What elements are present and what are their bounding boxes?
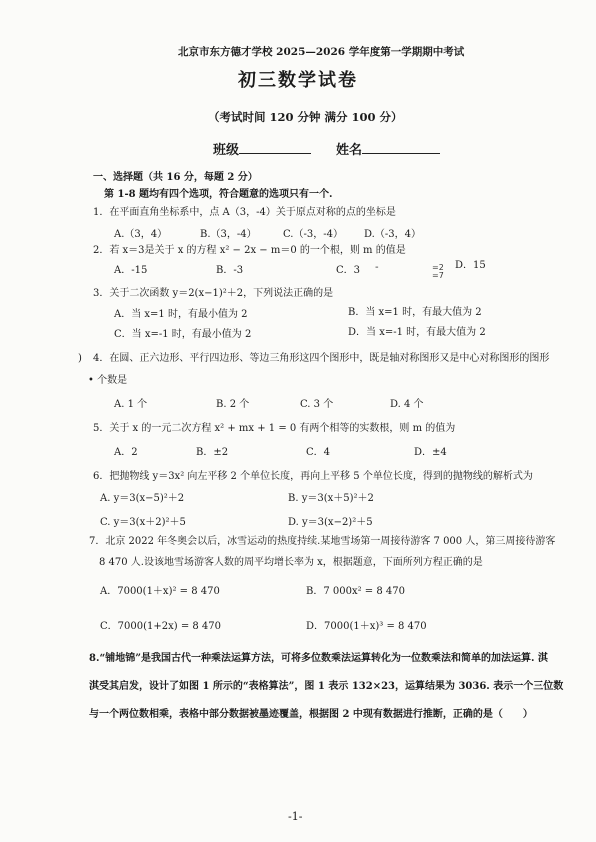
class-field (213, 139, 311, 158)
q7-stem-line1: 7．北京 2022 年冬奥会以后，冰雪运动的热度持续.某地雪场第一周接待游客 7 000 人，第三周接待游客 (89, 536, 556, 547)
q3-option-b: B．当 x=1 时，有最大值为 2 (348, 307, 482, 318)
q5-stem: 5．关于 x 的一元二次方程 x² + mx + 1 = 0 有两个相等的实数根，则 m 的值为 (93, 423, 456, 434)
q6-stem: 6．把抛物线 y＝3x² 向左平移 2 个单位长度，再向上平移 5 个单位长度，得到的抛物线的解析式为 (93, 471, 533, 482)
q4-stem-line2: • 个数是 (88, 375, 128, 386)
q5-option-c: C．4 (306, 447, 331, 458)
q6-option-d: D. y＝3(x−2)²＋5 (288, 517, 373, 528)
school-header: 北京市东方德才学校 2025—2026 学年度第一学期期中考试 (178, 46, 465, 58)
q4-option-d: D. 4 个 (390, 399, 424, 410)
q1-option-d: D.（-3，4） (364, 229, 421, 240)
q4-option-b: B. 2 个 (216, 399, 250, 410)
exam-title: 初三数学试卷 (238, 70, 358, 91)
q8-line2: 淇受其启发，设计了如图 1 所示的“表格算法”，图 1 表示 132×23，运算结果为 3036. 表示一个三位数 (89, 681, 564, 692)
q8-line3: 与一个两位数相乘，表格中部分数据被墨迹覆盖，根据图 2 中现有数据进行推断，正确的是（ ） (89, 709, 533, 720)
q8-line1: 8.“铺地锦”是我国古代一种乘法运算方法，可将多位数乘法运算转化为一位数乘法和简单的加法运算. 淇 (89, 653, 548, 664)
q5-option-b: B．±2 (196, 447, 229, 458)
q2-option-b: B．-3 (216, 265, 244, 276)
q3-stem: 3．关于二次函数 y＝2(x−1)²＋2，下列说法正确的是 (93, 288, 334, 299)
name-label: 姓名 (336, 143, 363, 158)
exam-info: （考试时间 120 分钟 满分 100 分） (208, 110, 403, 124)
q2-option-d: D．15 (455, 260, 486, 271)
q1-option-a: A.（3，4） (114, 229, 168, 240)
handwritten-mark: =2 =7 (432, 263, 444, 280)
class-blank (239, 142, 311, 154)
q3-option-c: C．当 x=-1 时，有最小值为 2 (114, 329, 252, 340)
q7-stem-line2: 8 470 人.设该地雪场游客人数的周平均增长率为 x，根据题意，下面所列方程正确的是 (99, 557, 483, 568)
q1-option-b: B.（3，-4） (200, 229, 257, 240)
q7-option-c: C．7000(1+2x) = 8 470 (100, 621, 222, 632)
q6-option-a: A. y＝3(x−5)²＋2 (100, 493, 185, 504)
q7-option-d: D．7000(1＋x)³ = 8 470 (306, 621, 427, 632)
q4-option-a: A. 1 个 (114, 399, 148, 410)
q1-option-c: C.（-3，-4） (283, 229, 343, 240)
q1-stem: 1．在平面直角坐标系中，点 A（3，-4）关于原点对称的点的坐标是 (93, 207, 396, 218)
page-number: -1- (288, 810, 303, 823)
handwritten-dash: - (375, 262, 379, 273)
section-instruction: 第 1-8 题均有四个选项，符合题意的选项只有一个. (104, 189, 333, 200)
q4-option-c: C. 3 个 (300, 399, 334, 410)
q4-stem-line2-text: 个数是 (97, 375, 128, 386)
q3-option-d: D．当 x=-1 时，有最大值为 2 (348, 327, 486, 338)
q6-option-c: C. y＝3(x＋2)²＋5 (100, 517, 186, 528)
q6-option-b: B. y＝3(x＋5)²＋2 (288, 493, 374, 504)
name-blank (362, 142, 440, 154)
q2-option-a: A．-15 (114, 265, 148, 276)
q7-option-a: A．7000(1＋x)² = 8 470 (100, 586, 220, 597)
margin-mark: ) (78, 353, 82, 364)
section-title: 一、选择题（共 16 分，每题 2 分） (93, 172, 258, 183)
name-field (336, 139, 440, 158)
q3-option-a: A．当 x=1 时，有最小值为 2 (114, 309, 248, 320)
q5-option-a: A．2 (114, 447, 138, 458)
q2-option-c: C．3 (336, 265, 361, 276)
q5-option-d: D．±4 (414, 447, 447, 458)
class-label: 班级 (213, 143, 240, 158)
q2-stem: 2．若 x＝3是关于 x 的方程 x² − 2x − m＝0 的一个根，则 m 的值是 (93, 245, 406, 256)
q7-option-b: B．7 000x² = 8 470 (306, 586, 405, 597)
q4-stem-line1: 4．在圆、正六边形、平行四边形、等边三角形这四个图形中，既是轴对称图形又是中心对称图形的图形 (93, 353, 550, 364)
